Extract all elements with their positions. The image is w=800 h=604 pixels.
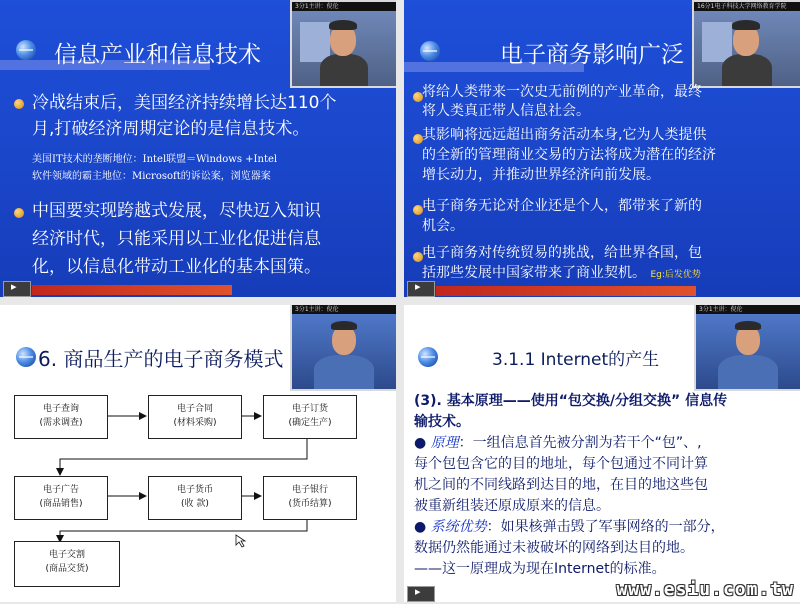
flow-box-order: 电子订货 (确定生产): [263, 395, 357, 439]
watermark: www.esiu.com.tw: [616, 579, 794, 600]
example-tag: Eg:后发优势: [650, 270, 701, 280]
bullet-icon: [14, 99, 24, 109]
principle-text: ● 原理：一组信息首先被分割为若干个“包”、, 每个包包含它的目的地址，每个包通过不同计算 机之间的不同线路到达目的地，在目的地这些包 被重新组装还原成原来的信息。 ● 系统优势：如果核弹击毁了军事网络的一部分， 数据仍然能通过未被破坏的网络到达目的地。 ——这一原理成为现在Internet的标准。: [414, 435, 725, 577]
bullet-text: 电子商务对传统贸易的挑战，给世界各国，包 括那些发展中国家带来了商业契机。 Eg:后发优势: [422, 245, 702, 281]
slide-nav-button[interactable]: [407, 281, 435, 297]
lecturer-video[interactable]: [290, 0, 396, 88]
term-label: 系统优势: [430, 519, 487, 535]
slide-title: 电子商务影响广泛: [500, 42, 684, 68]
slide-panel-internet-origin: [404, 305, 800, 602]
bullet-text: 其影响将远远超出商务活动本身,它为人类提供 的全新的管理商业交易的方法将成为潜在的经济 增长动力，并推动世界经济向前发展。: [422, 127, 716, 183]
principle-text: (3). 基本原理——使用“包交换/分组交换” 信息传 输技术。: [414, 393, 728, 430]
sub-points: 美国IT技术的垄断地位：Intel联盟＝Windows +Intel 软件领域的霸主地位：Microsoft的诉讼案，浏览器案: [32, 154, 278, 182]
lecturer-figure: [722, 54, 772, 88]
flow-box-currency: 电子货币 (收 款): [148, 476, 242, 520]
globe-icon: [418, 347, 438, 367]
globe-icon: [16, 40, 36, 60]
term-label: 原理: [430, 435, 459, 451]
lecturer-figure: [718, 355, 778, 391]
slide-panel-info-industry: [0, 0, 396, 297]
slide-panel-production-model: [0, 305, 396, 602]
slide-nav-button[interactable]: [407, 586, 435, 602]
slide-nav-button[interactable]: [3, 281, 31, 297]
slide-panel-ecommerce-impact: [404, 0, 800, 297]
decor-bar: [436, 286, 696, 296]
globe-icon: [420, 41, 440, 61]
slide-title: 信息产业和信息技术: [54, 42, 261, 68]
lecturer-figure: [320, 54, 368, 88]
flow-box-delivery: 电子交割 (商品交货): [14, 541, 120, 587]
slide-title: 6. 商品生产的电子商务模式: [38, 347, 284, 371]
flow-box-contract: 电子合同 (材料采购): [148, 395, 242, 439]
bullet-icon: [14, 208, 24, 218]
flow-box-query: 电子查询 (需求调查): [14, 395, 108, 439]
bullet-text: 将给人类带来一次史无前例的产业革命，最终 将人类真正带人信息社会。: [422, 84, 702, 119]
lecturer-video[interactable]: [692, 0, 800, 88]
bullet-text: 冷战结束后，美国经济持续增长达110个 月,打破经济周期定论的是信息技术。: [32, 93, 337, 139]
slide-title: 3.1.1 Internet的产生: [492, 350, 660, 370]
lecturer-video[interactable]: [694, 305, 800, 391]
video-caption: 16分1电子科技大学网络教育学院: [694, 2, 800, 11]
video-caption: 3分1主讲：倪伦: [292, 305, 396, 314]
video-caption: 3分1主讲：倪伦: [292, 2, 396, 11]
flow-box-advertising: 电子广告 (商品销售): [14, 476, 108, 520]
decor-bar: [32, 285, 232, 295]
bullet-text: 中国要实现跨越式发展，尽快迈入知识 经济时代，只能采用以工业化促进信息 化，以信息化带动工业化的基本国策。: [32, 201, 321, 277]
flow-box-bank: 电子银行 (货币结算): [263, 476, 357, 520]
bullet-text: 电子商务无论对企业还是个人，都带来了新的 机会。: [422, 198, 702, 234]
video-caption: 3分1主讲：倪伦: [696, 305, 800, 314]
